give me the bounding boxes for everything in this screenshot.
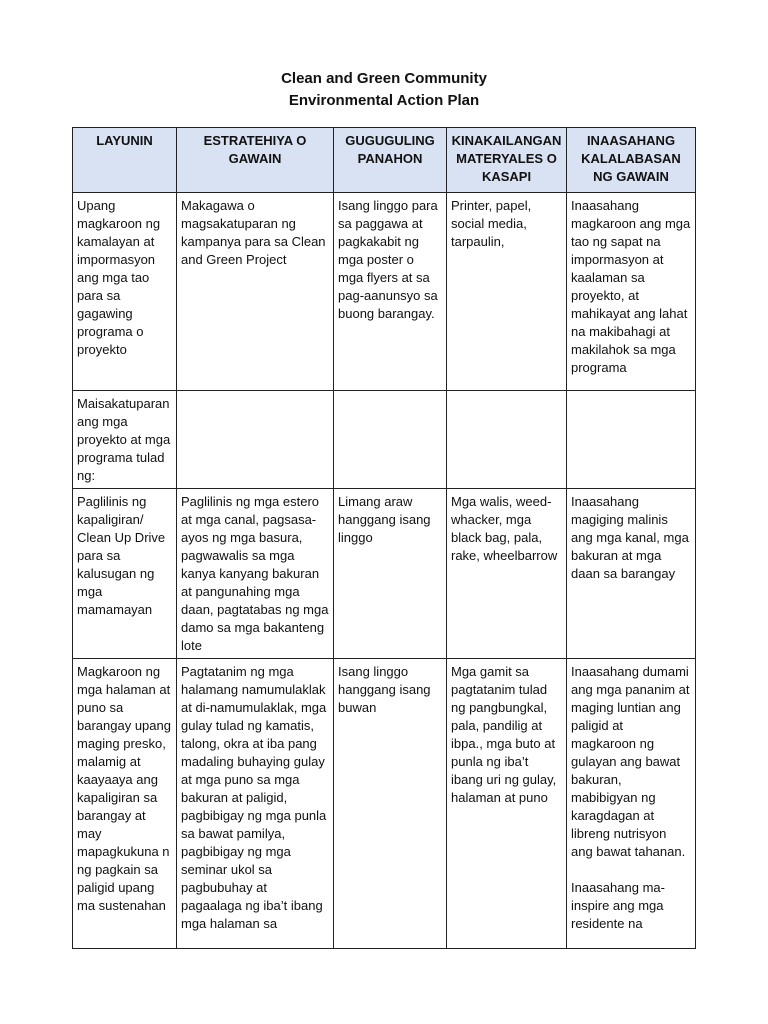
- header-panahon: GUGUGULING PANAHON: [334, 128, 447, 193]
- cell-estratehiya: [177, 391, 334, 489]
- cell-materyales: Printer, papel, social media, tarpaulin,: [447, 193, 567, 391]
- table-row: [73, 391, 696, 489]
- cell-estratehiya: Paglilinis ng mga estero at mga canal, pagsasa-ayos ng mga basura, pagwawalis sa mga kanya kanyang bakuran at pangunahing mga daan, pagtatabas ng mga damo sa mga bakanteng lote: [177, 489, 334, 659]
- title-line-2: Environmental Action Plan: [288, 92, 480, 109]
- cell-kalalabasan: [567, 391, 696, 489]
- document-title: [0, 68, 768, 112]
- cell-layunin: Maisakatuparan ang mga proyekto at mga programa tulad ng:: [73, 391, 177, 489]
- cell-materyales: Mga walis, weed-whacker, mga black bag, pala, rake, wheelbarrow: [447, 489, 567, 659]
- cell-layunin: Magkaroon ng mga halaman at puno sa barangay upang maging presko, malamig at kaayaaya ang kapaligiran sa barangay at may mapagkukuna n ng pagkain sa paligid upang ma sustenahan: [73, 659, 177, 949]
- cell-materyales: Mga gamit sa pagtatanim tulad ng pangbungkal, pala, pandilig at ibpa., mga buto at punla ng iba’t ibang uri ng gulay, halaman at puno: [447, 659, 567, 949]
- cell-panahon: Limang araw hanggang isang linggo: [334, 489, 447, 659]
- cell-kalalabasan: [567, 659, 696, 949]
- cell-panahon: [334, 391, 447, 489]
- cell-panahon: Isang linggo hanggang isang buwan: [334, 659, 447, 949]
- header-estratehiya: ESTRATEHIYA O GAWAIN: [177, 128, 334, 193]
- action-plan-table: [72, 127, 696, 949]
- table-row: [73, 193, 696, 391]
- cell-panahon: Isang linggo para sa paggawa at pagkakabit ng mga poster o mga flyers at sa pag-aanunsyo sa buong barangay.: [334, 193, 447, 391]
- cell-estratehiya: Makagawa o magsakatuparan ng kampanya para sa Clean and Green Project: [177, 193, 334, 391]
- cell-layunin: Paglilinis ng kapaligiran/ Clean Up Drive para sa kalusugan ng mga mamamayan: [73, 489, 177, 659]
- cell-kalalabasan: Inaasahang magiging malinis ang mga kanal, mga bakuran at mga daan sa barangay: [567, 489, 696, 659]
- cell-materyales: [447, 391, 567, 489]
- title-line-1: Clean and Green Community: [281, 70, 487, 87]
- cell-estratehiya: Pagtatanim ng mga halamang namumulaklak at di-namumulaklak, mga gulay tulad ng kamatis, talong, okra at iba pang madaling buhaying gulay at mga puno sa mga bakuran at paligid, pagbibigay ng mga punla sa bawat pamilya, pagbibigay ng mga seminar ukol sa pagbubuhay at pagaalaga ng iba’t ibang mga halaman sa: [177, 659, 334, 949]
- table-row: [73, 489, 696, 659]
- table-header-row: [73, 128, 696, 193]
- cell-layunin: Upang magkaroon ng kamalayan at impormasyon ang mga tao para sa gagawing programa o proyekto: [73, 193, 177, 391]
- header-materyales: KINAKAILANGAN MATERYALES O KASAPI: [447, 128, 567, 193]
- header-kalalabasan: INAASAHANG KALALABASAN NG GAWAIN: [567, 128, 696, 193]
- header-layunin: LAYUNIN: [73, 128, 177, 193]
- table-row: [73, 659, 696, 949]
- cell-kalalabasan: Inaasahang magkaroon ang mga tao ng sapat na impormasyon at kaalaman sa proyekto, at mahikayat ang lahat na makibahagi at makilahok sa mga programa: [567, 193, 696, 391]
- kalalabasan-paragraph-2: Inaasahang ma-inspire ang mga residente na: [571, 880, 665, 931]
- kalalabasan-paragraph-1: Inaasahang dumami ang mga pananim at maging luntian ang paligid at magkaroon ng gulayan ang bawat bakuran, mabibigyan ng karagdagan at libreng nutrisyon ang bawat tahanan.: [571, 664, 690, 859]
